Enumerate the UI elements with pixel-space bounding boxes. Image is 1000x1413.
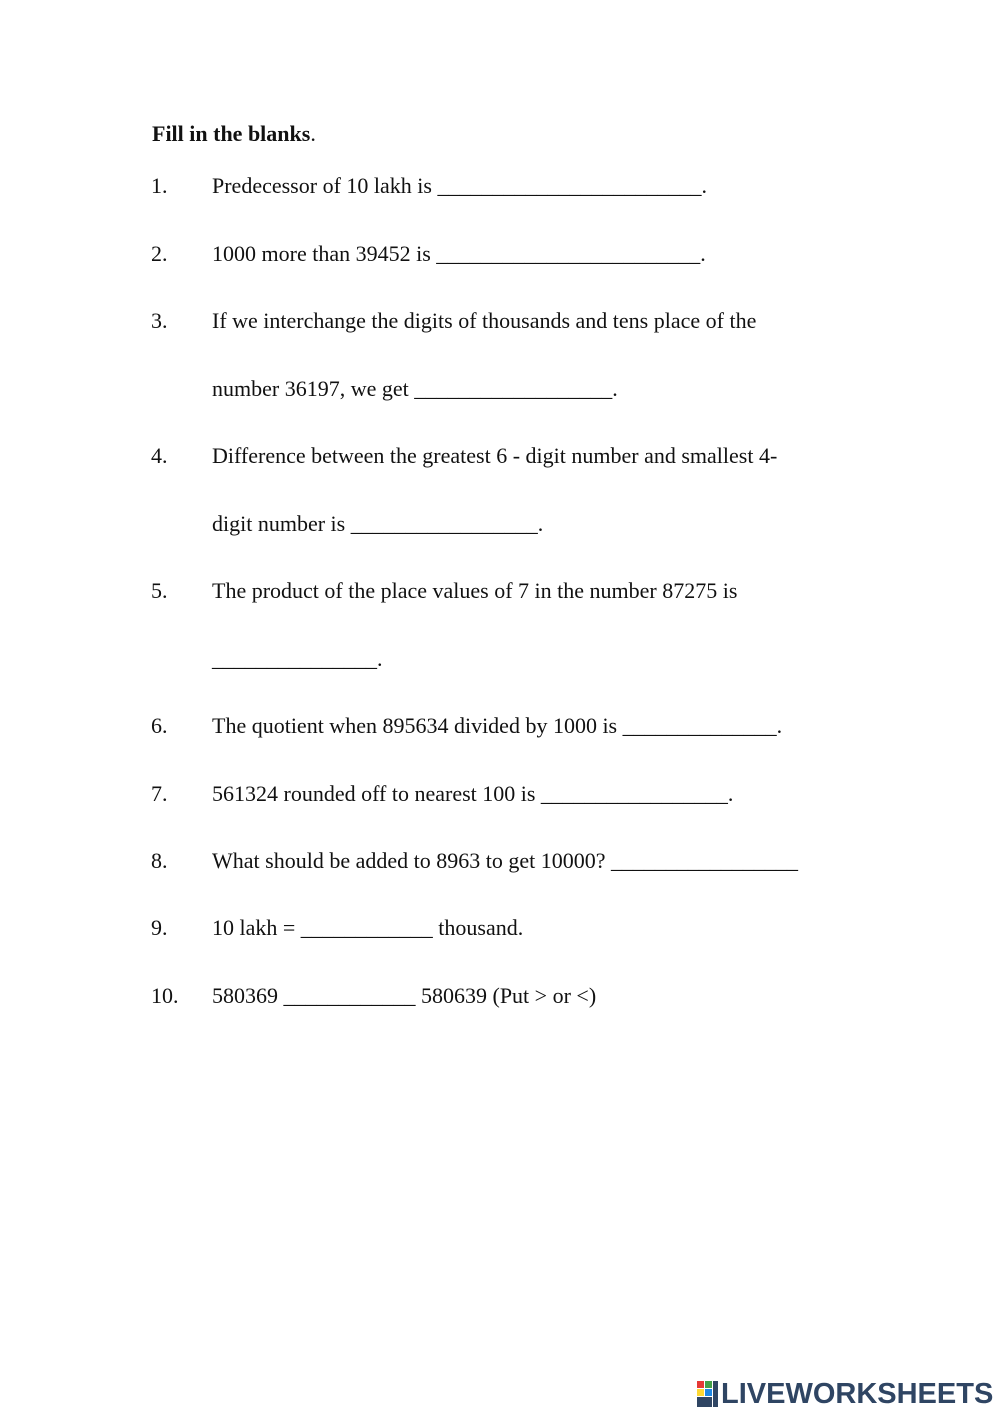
question-number: 8. [151,848,168,873]
question-number: 3. [151,308,168,333]
question-number: 5. [151,578,168,603]
question-number: 6. [151,713,168,738]
question-text: Predecessor of 10 lakh is ________________________. [212,173,707,198]
question-number: 7. [151,781,168,806]
worksheet-heading [152,120,316,148]
question-text: Difference between the greatest 6 - digit number and smallest 4- [212,443,778,468]
question-text: What should be added to 8963 to get 10000? _________________ [212,848,798,873]
heading-period: . [310,121,316,146]
question-text: number 36197, we get __________________. [212,376,618,401]
question-text: digit number is _________________. [212,511,544,536]
logo-text: LIVEWORKSHEETS [721,1377,994,1410]
liveworksheets-logo [697,1377,993,1411]
question-text: 1000 more than 39452 is ________________________. [212,241,706,266]
question-text: 10 lakh = ____________ thousand. [212,915,524,940]
question-text: The product of the place values of 7 in the number 87275 is [212,578,738,603]
question-text: If we interchange the digits of thousands and tens place of the [212,308,757,333]
question-number: 1. [151,173,168,198]
question-text: 580369 ____________ 580639 (Put > or <) [212,983,597,1008]
question-text: _______________. [212,646,383,671]
question-number: 9. [151,915,168,940]
question-number: 4. [151,443,168,468]
heading-title: Fill in the blanks [152,121,311,146]
question-number: 2. [151,241,168,266]
liveworksheets-logo-icon [697,1379,719,1409]
question-number: 10. [151,983,179,1008]
question-text: The quotient when 895634 divided by 1000 is ______________. [212,713,783,738]
question-text: 561324 rounded off to nearest 100 is _________________. [212,781,734,806]
